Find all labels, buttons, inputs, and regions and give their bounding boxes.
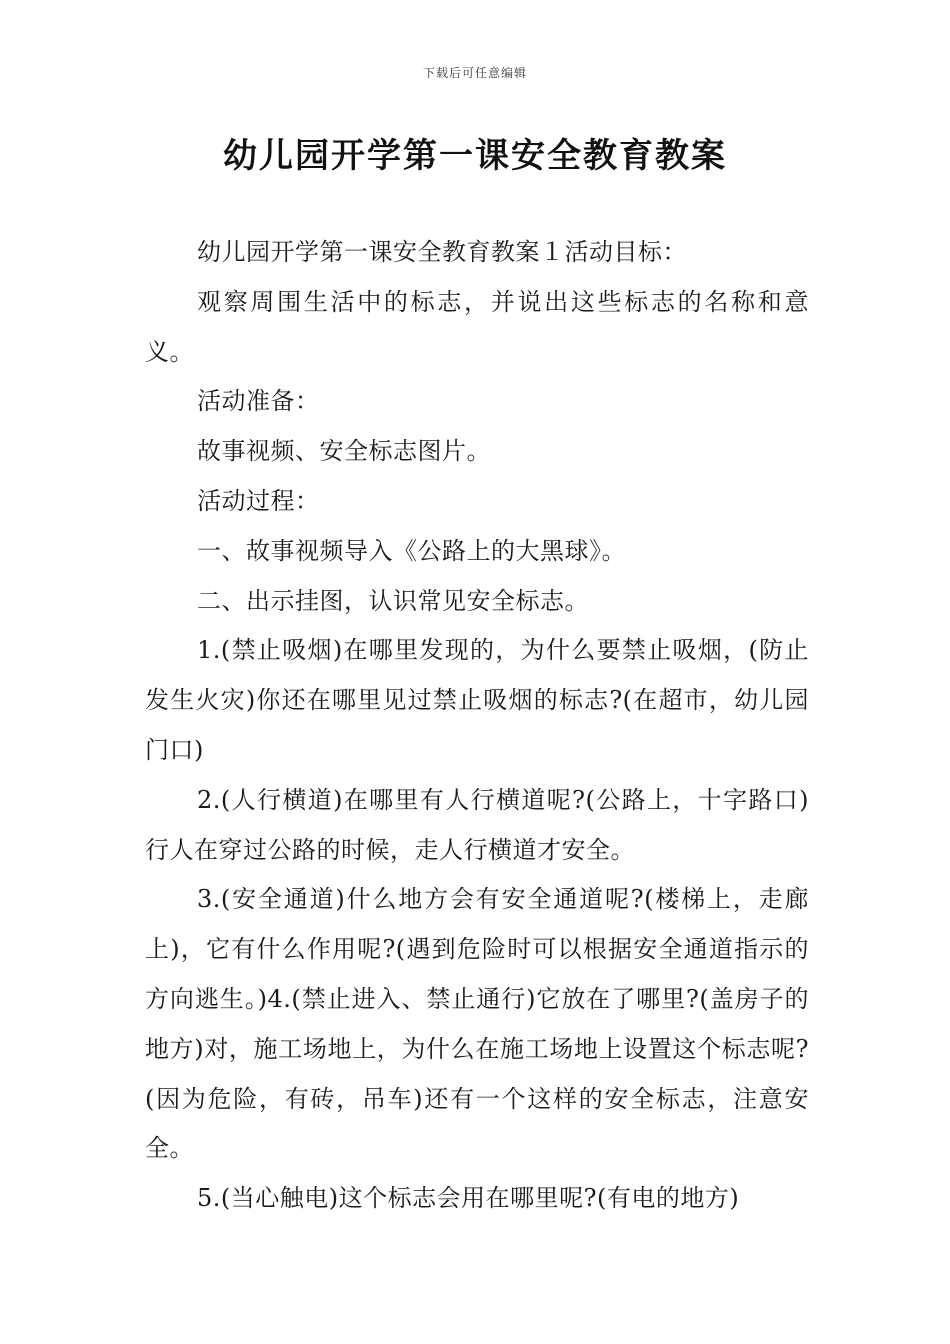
paragraph-electric-shock: 5.(当心触电)这个标志会用在哪里呢?(有电的地方): [197, 1184, 740, 1213]
paragraph-safety-exit: 3.(安全通道)什么地方会有安全通道呢?(楼梯上，走廊上)，它有什么作用呢?(遇到危险时可以根据安全通道指示的方向逃生。)4.(禁止进入、禁止通行)它放在了哪里?(盖房子的地方)对，施工场地上，为什么在施工场地上设置这个标志呢?(因为危险，有砖，吊车)还有一个这样的安全标志，注意安全。: [145, 885, 809, 1163]
paragraph-preparation-heading: 活动准备：: [197, 387, 320, 416]
paragraph-crosswalk: 2.(人行横道)在哪里有人行横道呢?(公路上，十字路口)行人在穿过公路的时候，走人行横道才安全。: [145, 785, 809, 864]
paragraph-no-smoking: 1.(禁止吸烟)在哪里发现的，为什么要禁止吸烟，(防止发生火灾)你还在哪里见过禁止吸烟的标志?(在超市，幼儿园门口): [145, 636, 809, 764]
paragraph-activity-goal: 幼儿园开学第一课安全教育教案１活动目标：: [197, 238, 687, 266]
document-body: [145, 228, 809, 1224]
paragraph-preparation-items: 故事视频、安全标志图片。: [197, 437, 491, 466]
header-note: 下载后可任意编辑: [422, 66, 527, 80]
paragraph-step-two: 二、出示挂图，认识常见安全标志。: [197, 586, 589, 615]
document-title: 幼儿园开学第一课安全教育教案: [223, 136, 727, 176]
paragraph-observe-signs: 观察周围生活中的标志，并说出这些标志的名称和意义。: [145, 287, 809, 366]
paragraph-process-heading: 活动过程：: [197, 486, 320, 515]
paragraph-step-one: 一、故事视频导入《公路上的大黑球》。: [197, 536, 626, 565]
